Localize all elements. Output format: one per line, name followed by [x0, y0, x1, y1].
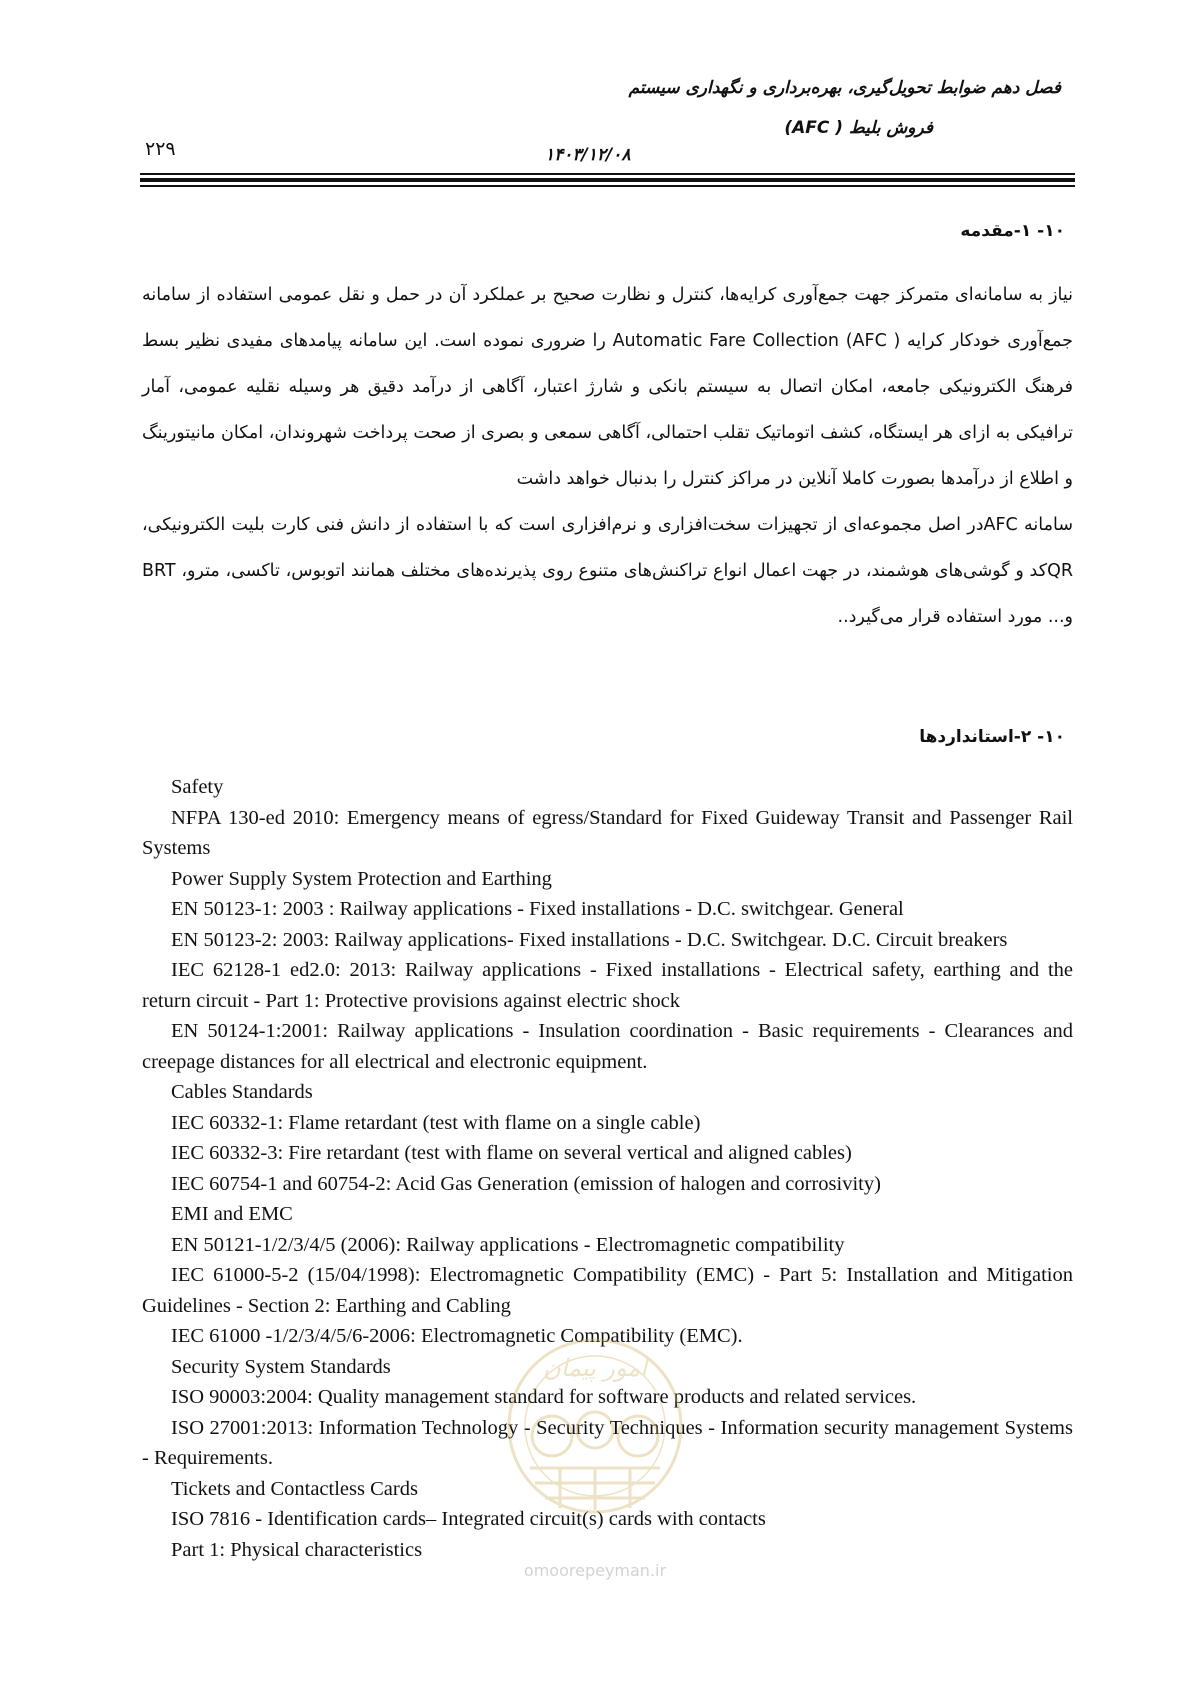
- standard-item: IEC 61000-5-2 (15/04/1998): Electromagnetic Compatibility (EMC) - Part 5: Installation and Mitigation Guidelines - Section 2: Earthing and Cabling: [142, 1264, 1073, 1317]
- standard-item: EN 50123-2: 2003: Railway applications- Fixed installations - D.C. Switchgear. D.C. Circuit breakers: [171, 928, 1008, 951]
- standard-item: IEC 60332-1: Flame retardant (test with flame on a single cable): [171, 1111, 701, 1134]
- standard-item: ISO 27001:2013: Information Technology - Security Techniques - Information security management Systems - Requirements.: [142, 1416, 1073, 1469]
- standard-item: IEC 60332-3: Fire retardant (test with flame on several vertical and aligned cables): [171, 1142, 852, 1164]
- intro-body: [142, 272, 1073, 640]
- standards-heading: ۱۰- ۲-استانداردها: [919, 727, 1065, 747]
- page-number: ۲۲۹: [145, 138, 176, 160]
- header-rule-middle: [140, 178, 1075, 182]
- standard-item: EN 50123-1: 2003 : Railway applications - Fixed installations - D.C. switchgear. General: [171, 898, 904, 920]
- watermark: [490, 1318, 700, 1580]
- standard-item: IEC 60754-1 and 60754-2: Acid Gas Generation (emission of halogen and corrosivity): [171, 1172, 881, 1195]
- standard-category: Safety: [171, 776, 224, 798]
- standard-item: NFPA 130-ed 2010: Emergency means of egress/Standard for Fixed Guideway Transit and Passenger Rail Systems: [142, 806, 1073, 859]
- standard-item: IEC 62128-1 ed2.0: 2013: Railway applications - Fixed installations - Electrical safety, earthing and the return circuit - Part 1: Protective provisions against electric shock: [142, 959, 1073, 1012]
- standard-category: Tickets and Contactless Cards: [171, 1477, 418, 1500]
- watermark-logo-icon: [490, 1318, 700, 1553]
- standard-item: EN 50121-1/2/3/4/5 (2006): Railway applications - Electromagnetic compatibility: [171, 1233, 845, 1256]
- standard-item: IEC 61000 -1/2/3/4/5/6-2006: Electromagnetic Compatibility (EMC).: [171, 1325, 743, 1347]
- standard-item: Part 1: Physical characteristics: [171, 1538, 423, 1561]
- standard-item: ISO 7816 - Identification cards– Integrated circuit(s) cards with contacts: [171, 1508, 766, 1530]
- intro-paragraph: سامانه AFCدر اصل مجموعه‌ای از تجهیزات سخت‌افزاری و نرم‌افزاری است که با استفاده از دانش فنی کارت بلیت الکترونیکی، QRکد و گوشی‌های هوشمند، در جهت اعمال انواع تراکنش‌های متنوع روی پذیرنده‌های مختلف همانند اتوبوس، تاکسی، مترو، BRT و... مورد استفاده قرار می‌گیرد..: [142, 515, 1073, 627]
- standard-category: Security System Standards: [171, 1355, 391, 1378]
- page-date: ۱۴۰۳/۱۲/۰۸: [545, 145, 631, 165]
- chapter-subtitle: فروش بلیط ( AFC): [784, 118, 933, 138]
- standard-item: ISO 90003:2004: Quality management standard for software products and related services.: [171, 1386, 917, 1408]
- header-rule-bottom: [140, 185, 1075, 187]
- intro-paragraph: نیاز به سامانه‌ای متمرکز جهت جمع‌آوری کرایه‌ها، کنترل و نظارت صحیح بر عملکرد آن در حمل و نقل عمومی استفاده از سامانه جمع‌آوری خودکار کرایه ( AFC) Automatic Fare Collection را ضروری نموده است. این سامانه پیامدهای مفیدی نظیر بسط فرهنگ الکترونیکی جامعه، امکان اتصال به سیستم بانکی و شارژ اعتبار، آگاهی از درآمد دقیق هر وسیله نقلیه عمومی، آمار ترافیکی به ازای هر ایستگاه، کشف اتوماتیک تقلب احتمالی، آگاهی سمعی و بصری از صحت پرداخت شهروندان، امکان مانیتورینگ و اطلاع از درآمدها بصورت کاملا آنلاین در مراکز کنترل را بدنبال خواهد داشت: [142, 285, 1073, 489]
- standard-item: EN 50124-1:2001: Railway applications - Insulation coordination - Basic requirements - Clearances and creepage distances for all electrical and electronic equipment.: [142, 1020, 1073, 1073]
- standard-category: Cables Standards: [171, 1081, 313, 1103]
- standard-category: EMI and EMC: [171, 1203, 293, 1225]
- watermark-url: omoorepeyman.ir: [523, 1561, 667, 1580]
- standard-category: Power Supply System Protection and Earthing: [171, 867, 552, 890]
- intro-heading: ۱۰- ۱-مقدمه: [960, 221, 1065, 241]
- chapter-title: فصل دهم ضوابط تحویل‌گیری، بهره‌برداری و نگهداری سیستم: [628, 78, 1061, 98]
- watermark-logo-text: امور پیمان: [543, 1354, 647, 1382]
- header-rule-top: [140, 173, 1075, 175]
